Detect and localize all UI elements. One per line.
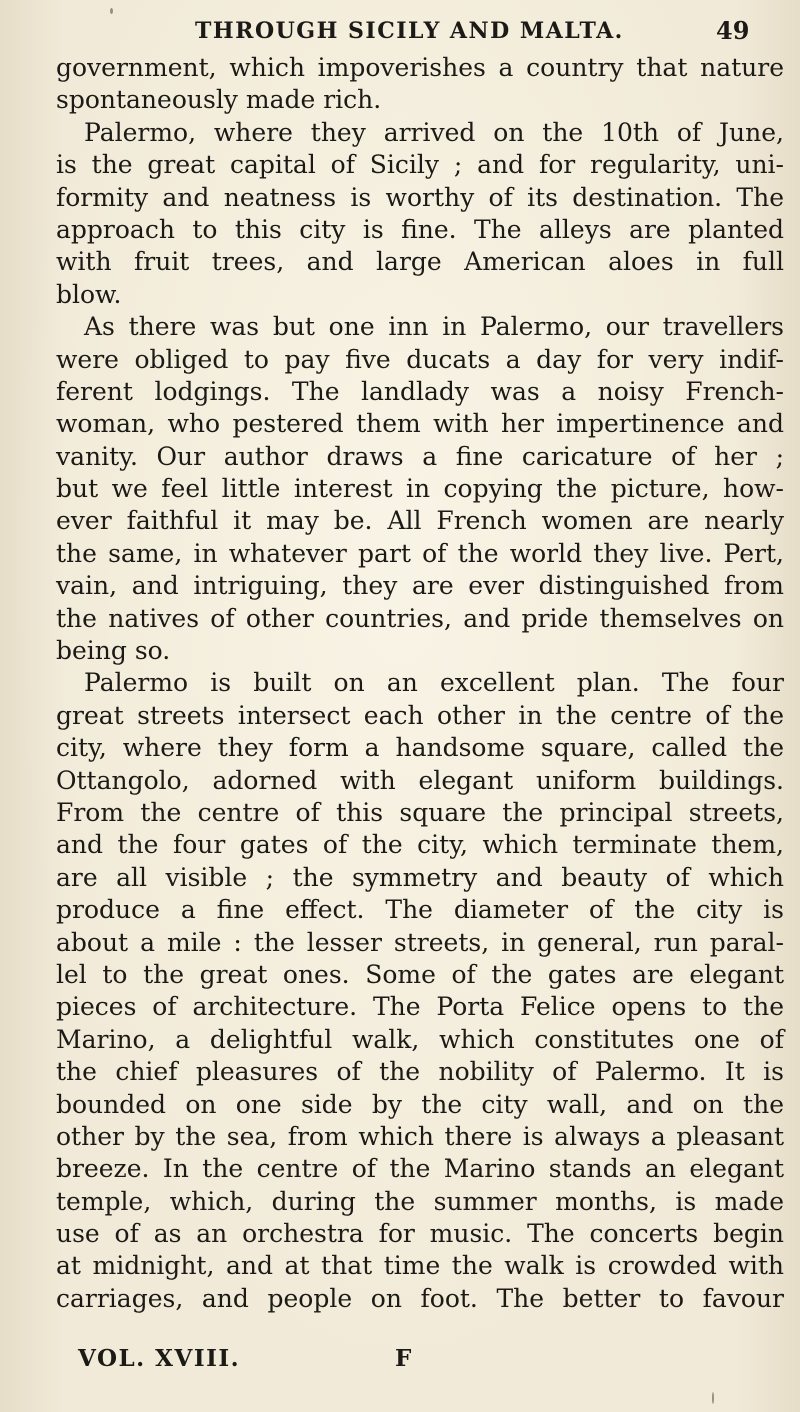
text-line: breeze. In the centre of the Marino stands an elegant	[56, 1154, 784, 1184]
text-line: lel to the great ones. Some of the gates are elegant	[56, 959, 784, 989]
text-line: spontaneously made rich.	[56, 85, 382, 115]
page-number: 49	[716, 16, 750, 45]
text-line: ferent lodgings. The landlady was a noisy French-	[56, 376, 784, 406]
text-line: and the four gates of the city, which terminate them,	[56, 830, 784, 860]
text-line: at midnight, and at that time the walk is crowded with	[56, 1251, 784, 1281]
volume-signature: VOL. XVIII.	[78, 1345, 241, 1372]
text-line: about a mile : the lesser streets, in general, run paral-	[56, 927, 784, 957]
text-line: use of as an orchestra for music. The concerts begin	[56, 1219, 784, 1249]
text-line: carriages, and people on foot. The better to favour	[56, 1283, 784, 1313]
text-line: were obliged to pay five ducats a day for very indif-	[56, 344, 784, 374]
text-line: other by the sea, from which there is always a pleasant	[56, 1121, 784, 1151]
text-line: Ottangolo, adorned with elegant uniform buildings.	[56, 765, 784, 795]
text-line: produce a fine effect. The diameter of the city is	[56, 895, 784, 925]
running-title: THROUGH SICILY AND MALTA.	[195, 18, 624, 44]
paper-speck	[712, 1392, 714, 1404]
text-line: As there was but one inn in Palermo, our travellers	[84, 312, 784, 342]
text-line: city, where they form a handsome square, called the	[56, 733, 784, 763]
text-line: bounded on one side by the city wall, and on the	[56, 1089, 784, 1119]
text-line: Marino, a delightful walk, which constitutes one of	[56, 1024, 784, 1054]
text-line: government, which impoverishes a country that nature	[56, 53, 784, 82]
text-line: vanity. Our author draws a fine caricature of her ;	[56, 441, 784, 471]
text-line: are all visible ; the symmetry and beauty of which	[56, 862, 784, 892]
text-line: woman, who pestered them with her impertinence and	[56, 409, 784, 439]
text-line: Palermo is built on an excellent plan. The four	[84, 668, 784, 698]
text-line: From the centre of this square the principal streets,	[56, 797, 784, 827]
text-line: the chief pleasures of the nobility of Palermo. It is	[56, 1057, 784, 1087]
page-footer	[0, 1345, 800, 1379]
text-line: being so.	[56, 636, 171, 666]
text-line: is the great capital of Sicily ; and for regularity, uni-	[56, 150, 784, 180]
text-line: blow.	[56, 279, 122, 309]
text-line: with fruit trees, and large American aloes in full	[56, 247, 784, 277]
running-head	[0, 18, 800, 48]
text-line: great streets intersect each other in the centre of the	[56, 700, 784, 730]
text-line: the natives of other countries, and pride themselves on	[56, 603, 784, 633]
text-line: ever faithful it may be. All French women are nearly	[56, 506, 784, 536]
text-line: temple, which, during the summer months, is made	[56, 1186, 784, 1216]
text-line: the same, in whatever part of the world they live. Pert,	[56, 538, 784, 568]
gathering-signature: F	[395, 1345, 412, 1372]
text-line: approach to this city is fine. The alleys are planted	[56, 214, 784, 244]
text-line: Palermo, where they arrived on the 10th of June,	[84, 117, 784, 147]
text-line: but we feel little interest in copying the picture, how-	[56, 474, 784, 504]
text-line: pieces of architecture. The Porta Felice opens to the	[56, 992, 784, 1022]
paper-speck	[110, 8, 113, 14]
body-text	[56, 52, 784, 1315]
text-line: vain, and intriguing, they are ever distinguished from	[56, 571, 784, 601]
text-line: formity and neatness is worthy of its destination. The	[56, 182, 784, 212]
